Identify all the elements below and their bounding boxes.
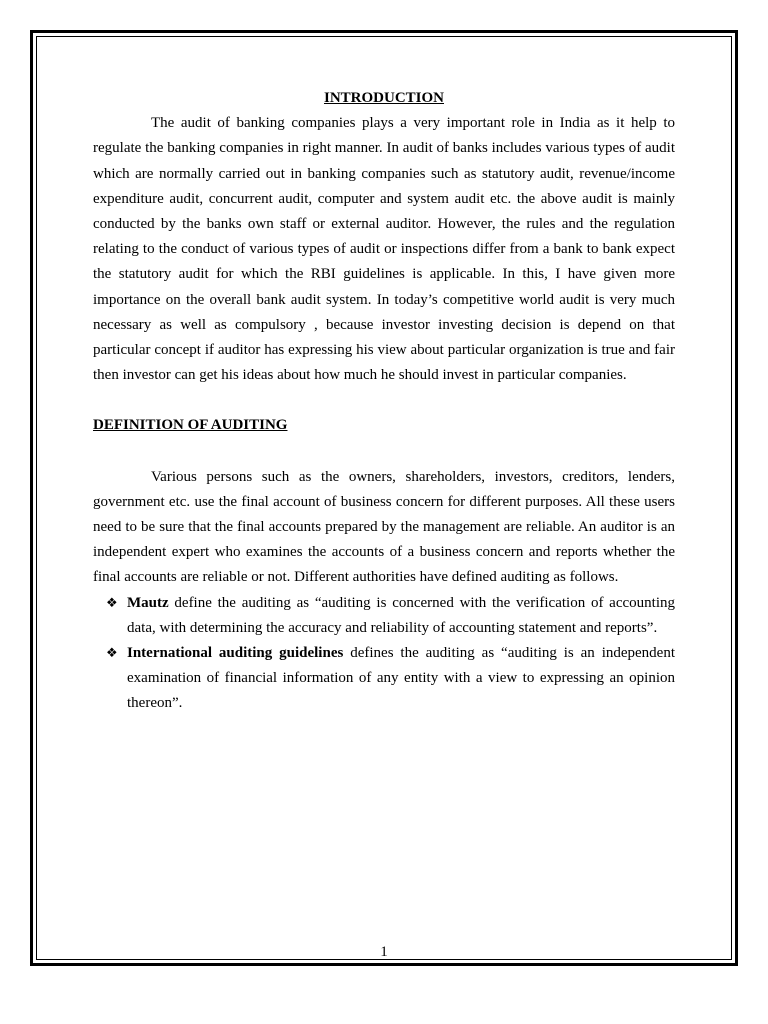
document-body xyxy=(93,86,675,717)
definition-text: defines the auditing as “auditing is an independent examination of financial information of any entity with a view to expressing an opinion thereon”. xyxy=(127,645,676,712)
list-item xyxy=(93,591,675,641)
definition-text: define the auditing as “auditing is concerned with the verification of accounting data, with determining the accuracy and reliability of accounting statement and reports”. xyxy=(127,594,675,636)
introduction-title: INTRODUCTION xyxy=(323,90,444,106)
introduction-paragraph: The audit of banking companies plays a very important role in India as it help to regulate the banking companies in right manner. In audit of banks includes various types of audit which are normally carried out in banking companies such as statutory audit, revenue/income expenditure audit, concurrent audit, computer and system audit etc. the above audit is mainly conducted by the banks own staff or external auditor. However, the rules and the regulation relating to the conduct of various types of audit or inspections differ from a bank to bank expect the statutory audit for which the RBI guidelines is applicable. In this, I have given more importance on the overall bank audit system. In today’s competitive world audit is very much necessary as well as compulsory , because investor investing decision is depend on that particular concept if auditor has expressing his view about particular organization is true and fair then investor can get his ideas about how much he should invest in particular companies. xyxy=(93,115,675,384)
diamond-bullet-icon: ❖ xyxy=(106,646,118,662)
definition-heading: DEFINITION OF AUDITING xyxy=(93,417,288,434)
definition-list xyxy=(93,591,675,717)
diamond-bullet-icon: ❖ xyxy=(106,595,118,611)
page-number: 1 xyxy=(380,944,388,960)
definition-term: International auditing guidelines xyxy=(127,645,344,662)
definition-term: Mautz xyxy=(127,594,169,611)
definition-paragraph: Various persons such as the owners, shareholders, investors, creditors, lenders, government etc. use the final account of business concern for different purposes. All these users need to be sure that the final accounts prepared by the management are reliable. An auditor is an independent expert who examines the accounts of a business concern and reports whether the final accounts are reliable or not. Different authorities have defined auditing as follows. xyxy=(93,468,675,586)
list-item xyxy=(93,641,675,717)
